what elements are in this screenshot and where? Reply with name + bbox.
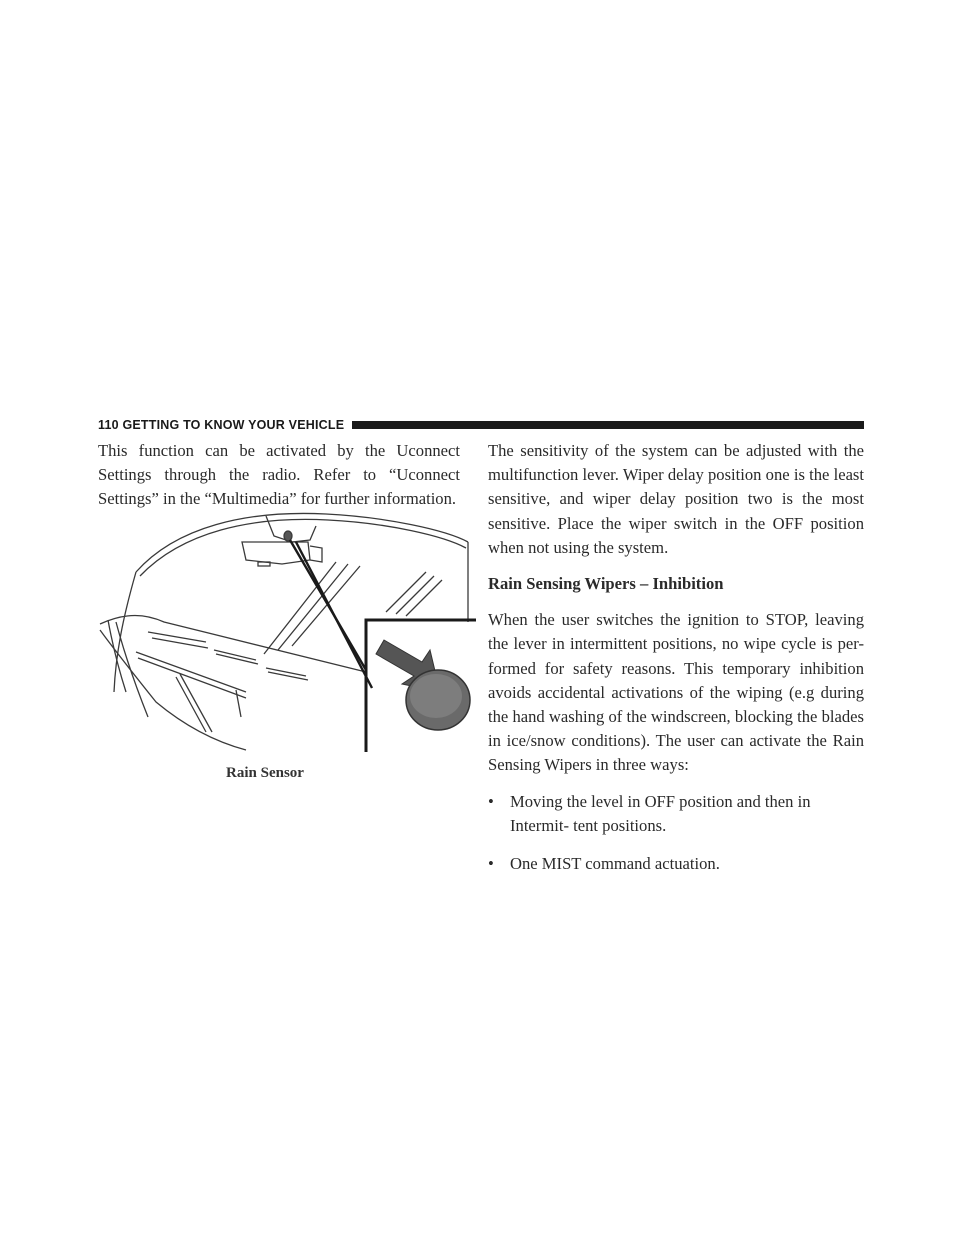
list-item-text: One MIST command actuation. (510, 854, 720, 874)
inhibition-paragraph: When the user switches the ignition to STOP, leaving the lever in intermittent positions, no wipe cycle is per- formed for safety reasons. This temporary inhibition avoids accidental activations of the wiping (e.g during the hand washing of the windscreen, blocking the blades in ice/snow conditions). The user can activate the Rain Sensing Wipers in three ways: (488, 610, 864, 775)
bullet-icon: • (488, 854, 494, 874)
header-rule (352, 421, 864, 429)
sensitivity-paragraph: The sensitivity of the system can be adjusted with the multifunction lever. Wiper delay position one is the least sensitive, and wiper delay position two is the most sensitive. Place the wiper switch in the OFF position when not using the system. (488, 441, 864, 557)
bullet-icon: • (488, 791, 494, 811)
activation-list (488, 790, 864, 877)
list-item (488, 852, 864, 876)
figure-caption: Rain Sensor (226, 765, 304, 781)
section-title: 110 GETTING TO KNOW YOUR VEHICLE (98, 418, 345, 432)
page-header (98, 416, 864, 434)
list-item (488, 790, 864, 838)
inhibition-heading: Rain Sensing Wipers – Inhibition (488, 574, 724, 594)
list-item-text: Moving the level in OFF position and then in Intermit- tent positions. (510, 791, 811, 835)
right-column (488, 439, 864, 890)
rain-sensor-illustration (96, 502, 476, 752)
intro-paragraph: This function can be activated by the Uconnect Settings through the radio. Refer to “Uconnect Settings” in the “Multimedia” for further information. (98, 441, 460, 509)
